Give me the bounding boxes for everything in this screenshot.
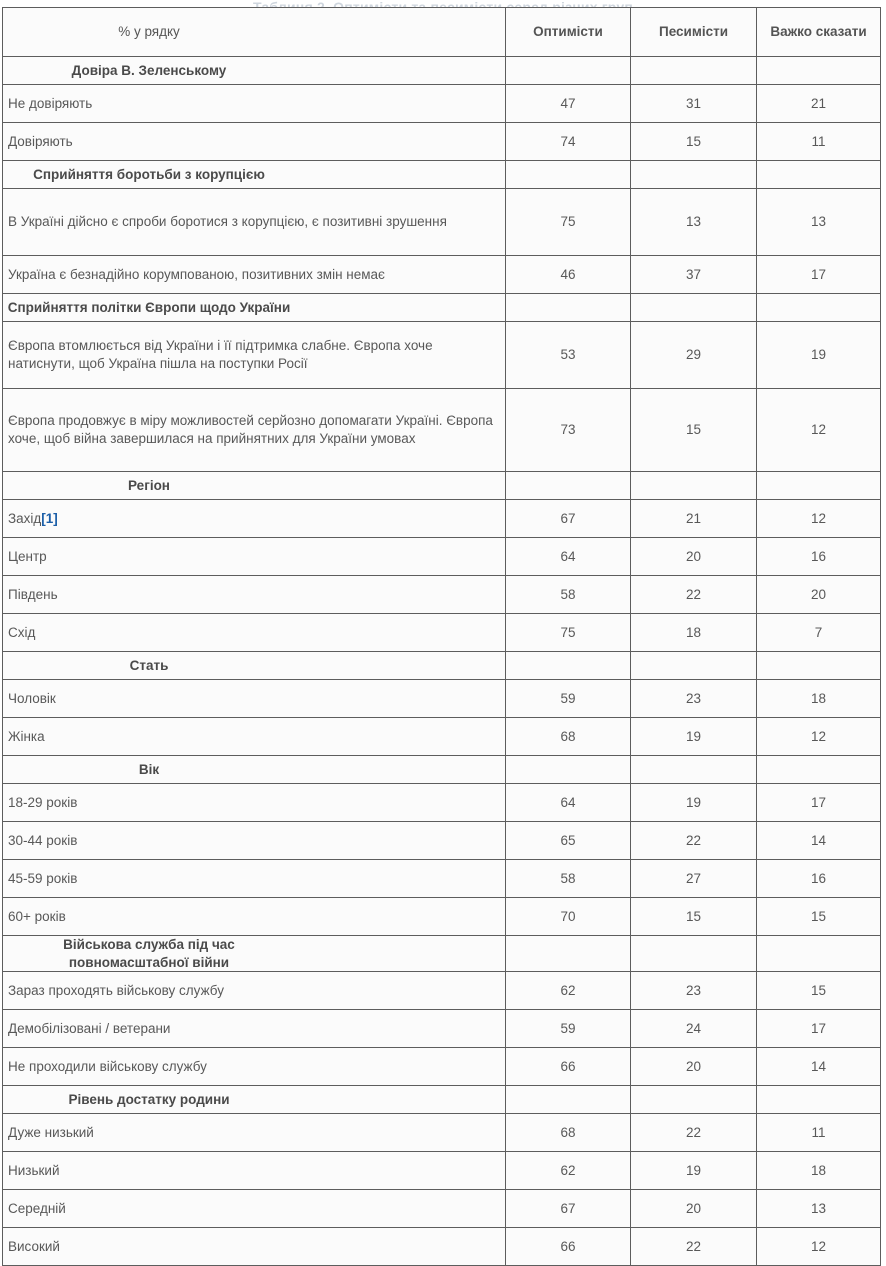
table-row <box>3 576 881 614</box>
row-label <box>3 1190 506 1228</box>
cell-hard-to-say: 19 <box>757 322 881 389</box>
row-label <box>3 322 506 389</box>
cell-hard-to-say: 12 <box>757 718 881 756</box>
table-row <box>3 898 881 936</box>
section-header-empty-cell-hard-to-say <box>757 57 881 85</box>
cell-optimists: 73 <box>506 389 631 472</box>
table-row <box>3 500 881 538</box>
cell-optimists: 64 <box>506 784 631 822</box>
cell-hard-to-say: 11 <box>757 1114 881 1152</box>
cell-hard-to-say: 13 <box>757 1190 881 1228</box>
row-label <box>3 85 506 123</box>
table-row <box>3 256 881 294</box>
table-row <box>3 1228 881 1266</box>
cell-optimists: 53 <box>506 322 631 389</box>
section-header-label: Довіра В. Зеленському <box>3 57 506 85</box>
footnote-link[interactable]: [1] <box>41 510 58 526</box>
row-label <box>3 389 506 472</box>
cell-optimists: 62 <box>506 972 631 1010</box>
cell-pessimists: 15 <box>631 389 757 472</box>
table-row <box>3 614 881 652</box>
row-label <box>3 680 506 718</box>
row-label-text: Демобілізовані / ветерани <box>8 1020 171 1036</box>
cell-hard-to-say: 15 <box>757 972 881 1010</box>
section-header-row <box>3 936 881 972</box>
cell-optimists: 74 <box>506 123 631 161</box>
section-header-label: Вік <box>3 756 506 784</box>
row-label-text: Захід <box>8 510 42 526</box>
row-label <box>3 538 506 576</box>
cell-pessimists: 23 <box>631 680 757 718</box>
row-label-text: Схід <box>8 624 36 640</box>
row-label-text: Не проходили військову службу <box>8 1058 207 1074</box>
table-body <box>3 57 881 1266</box>
table-row <box>3 822 881 860</box>
section-header-label: Регіон <box>3 472 506 500</box>
cell-hard-to-say: 20 <box>757 576 881 614</box>
table-row <box>3 860 881 898</box>
section-header-empty-cell-pessimists <box>631 472 757 500</box>
table-row <box>3 784 881 822</box>
cell-hard-to-say: 7 <box>757 614 881 652</box>
row-label-text: Чоловік <box>8 690 56 706</box>
row-label-text: Дуже низький <box>8 1124 94 1140</box>
row-label <box>3 500 506 538</box>
row-label-text: Європа продовжує в міру можливостей серйозно допомагати Україні. Європа хоче, щоб війна завершилася на прийнятних для України умовах <box>8 413 493 446</box>
cell-hard-to-say: 14 <box>757 1048 881 1086</box>
row-label <box>3 189 506 256</box>
section-header-label: Військова служба під час повномасштабної війни <box>3 936 506 972</box>
cell-hard-to-say: 17 <box>757 784 881 822</box>
cell-pessimists: 24 <box>631 1010 757 1048</box>
row-label <box>3 123 506 161</box>
row-label <box>3 1114 506 1152</box>
cell-optimists: 68 <box>506 1114 631 1152</box>
cell-hard-to-say: 12 <box>757 500 881 538</box>
cell-optimists: 47 <box>506 85 631 123</box>
table-row <box>3 972 881 1010</box>
row-label <box>3 1228 506 1266</box>
section-header-empty-cell-optimists <box>506 294 631 322</box>
table-row <box>3 1114 881 1152</box>
cell-optimists: 65 <box>506 822 631 860</box>
section-header-empty-cell-pessimists <box>631 652 757 680</box>
cell-pessimists: 22 <box>631 576 757 614</box>
clipped-caption-above-table <box>0 0 886 7</box>
cell-pessimists: 15 <box>631 898 757 936</box>
column-header-pessimists: Песимісти <box>631 8 757 57</box>
section-header-empty-cell-hard-to-say <box>757 756 881 784</box>
row-label <box>3 822 506 860</box>
cell-pessimists: 22 <box>631 1228 757 1266</box>
section-header-empty-cell-hard-to-say <box>757 936 881 972</box>
poll-results-table <box>2 7 881 1266</box>
cell-optimists: 59 <box>506 1010 631 1048</box>
table-row <box>3 189 881 256</box>
cell-hard-to-say: 21 <box>757 85 881 123</box>
table-row <box>3 1010 881 1048</box>
cell-hard-to-say: 11 <box>757 123 881 161</box>
cell-optimists: 75 <box>506 614 631 652</box>
row-label-text: 30-44 років <box>8 832 78 848</box>
table-row <box>3 718 881 756</box>
section-header-empty-cell-optimists <box>506 652 631 680</box>
cell-pessimists: 18 <box>631 614 757 652</box>
section-header-empty-cell-pessimists <box>631 161 757 189</box>
row-label-text: Не довіряють <box>8 95 93 111</box>
cell-pessimists: 19 <box>631 718 757 756</box>
table-row <box>3 85 881 123</box>
cell-hard-to-say: 15 <box>757 898 881 936</box>
cell-optimists: 67 <box>506 500 631 538</box>
section-header-empty-cell-optimists <box>506 756 631 784</box>
column-header-optimists: Оптимісти <box>506 8 631 57</box>
cell-hard-to-say: 14 <box>757 822 881 860</box>
row-label-text: Європа втомлюється від України і її підтримка слабне. Європа хоче натиснути, щоб Україна пішла на поступки Росії <box>8 338 433 371</box>
row-label <box>3 718 506 756</box>
cell-pessimists: 22 <box>631 1114 757 1152</box>
table-header <box>3 8 881 57</box>
cell-optimists: 68 <box>506 718 631 756</box>
table-row <box>3 1048 881 1086</box>
row-label <box>3 1152 506 1190</box>
section-header-empty-cell-optimists <box>506 472 631 500</box>
section-header-row <box>3 472 881 500</box>
row-label-text: Центр <box>8 548 47 564</box>
row-label-text: Довіряють <box>8 133 73 149</box>
section-header-empty-cell-hard-to-say <box>757 1086 881 1114</box>
cell-optimists: 66 <box>506 1228 631 1266</box>
header-row <box>3 8 881 57</box>
table-row <box>3 322 881 389</box>
section-header-row <box>3 652 881 680</box>
row-label-text: Зараз проходять військову службу <box>8 982 224 998</box>
row-label <box>3 1048 506 1086</box>
cell-optimists: 62 <box>506 1152 631 1190</box>
cell-pessimists: 13 <box>631 189 757 256</box>
cell-pessimists: 23 <box>631 972 757 1010</box>
section-header-label: Стать <box>3 652 506 680</box>
table-row <box>3 1152 881 1190</box>
section-header-empty-cell-hard-to-say <box>757 294 881 322</box>
cell-hard-to-say: 16 <box>757 860 881 898</box>
section-header-label: Сприйняття боротьби з корупцією <box>3 161 506 189</box>
cell-optimists: 66 <box>506 1048 631 1086</box>
poll-table-container <box>2 7 880 1266</box>
row-label-text: 60+ років <box>8 908 66 924</box>
cell-optimists: 58 <box>506 860 631 898</box>
cell-hard-to-say: 12 <box>757 1228 881 1266</box>
section-header-empty-cell-optimists <box>506 161 631 189</box>
cell-pessimists: 19 <box>631 1152 757 1190</box>
section-header-label: Рівень достатку родини <box>3 1086 506 1114</box>
section-header-label: Сприйняття політки Європи щодо України <box>3 294 506 322</box>
cell-pessimists: 31 <box>631 85 757 123</box>
cell-pessimists: 20 <box>631 538 757 576</box>
row-label-text: Середній <box>8 1200 66 1216</box>
section-header-row <box>3 756 881 784</box>
row-label <box>3 784 506 822</box>
section-header-empty-cell-optimists <box>506 1086 631 1114</box>
row-label <box>3 614 506 652</box>
column-header-percent-in-row: % у рядку <box>3 8 506 57</box>
section-header-row <box>3 1086 881 1114</box>
cell-hard-to-say: 18 <box>757 680 881 718</box>
row-label-text: 45-59 років <box>8 870 78 886</box>
row-label <box>3 860 506 898</box>
cell-pessimists: 19 <box>631 784 757 822</box>
row-label <box>3 576 506 614</box>
cell-pessimists: 21 <box>631 500 757 538</box>
row-label-text: Південь <box>8 586 58 602</box>
cell-optimists: 70 <box>506 898 631 936</box>
row-label <box>3 898 506 936</box>
column-header-hard-to-say: Важко сказати <box>757 8 881 57</box>
table-row <box>3 1190 881 1228</box>
cell-optimists: 64 <box>506 538 631 576</box>
cell-optimists: 59 <box>506 680 631 718</box>
cell-pessimists: 20 <box>631 1190 757 1228</box>
cell-optimists: 58 <box>506 576 631 614</box>
cell-pessimists: 27 <box>631 860 757 898</box>
section-header-empty-cell-optimists <box>506 57 631 85</box>
cell-hard-to-say: 16 <box>757 538 881 576</box>
row-label-text: Низький <box>8 1162 60 1178</box>
row-label <box>3 256 506 294</box>
row-label-text: 18-29 років <box>8 794 78 810</box>
cell-hard-to-say: 13 <box>757 189 881 256</box>
section-header-empty-cell-pessimists <box>631 756 757 784</box>
row-label <box>3 1010 506 1048</box>
cell-hard-to-say: 18 <box>757 1152 881 1190</box>
table-row <box>3 680 881 718</box>
cell-hard-to-say: 12 <box>757 389 881 472</box>
section-header-empty-cell-pessimists <box>631 57 757 85</box>
table-row <box>3 123 881 161</box>
section-header-row <box>3 57 881 85</box>
cell-optimists: 46 <box>506 256 631 294</box>
cell-hard-to-say: 17 <box>757 1010 881 1048</box>
table-row <box>3 538 881 576</box>
section-header-row <box>3 161 881 189</box>
row-label-text: В Україні дійсно є спроби боротися з корупцією, є позитивні зрушення <box>8 214 447 230</box>
cell-pessimists: 37 <box>631 256 757 294</box>
table-row <box>3 389 881 472</box>
cell-hard-to-say: 17 <box>757 256 881 294</box>
section-header-empty-cell-hard-to-say <box>757 652 881 680</box>
cell-pessimists: 22 <box>631 822 757 860</box>
section-header-empty-cell-pessimists <box>631 1086 757 1114</box>
row-label-text: Високий <box>8 1238 60 1254</box>
section-header-empty-cell-hard-to-say <box>757 472 881 500</box>
section-header-empty-cell-hard-to-say <box>757 161 881 189</box>
cell-pessimists: 29 <box>631 322 757 389</box>
row-label <box>3 972 506 1010</box>
section-header-empty-cell-pessimists <box>631 294 757 322</box>
cell-pessimists: 15 <box>631 123 757 161</box>
section-header-row <box>3 294 881 322</box>
section-header-empty-cell-optimists <box>506 936 631 972</box>
section-header-empty-cell-pessimists <box>631 936 757 972</box>
cell-optimists: 75 <box>506 189 631 256</box>
row-label-text: Жінка <box>8 728 45 744</box>
row-label-text: Україна є безнадійно корумпованою, позитивних змін немає <box>8 266 385 282</box>
cell-pessimists: 20 <box>631 1048 757 1086</box>
cell-optimists: 67 <box>506 1190 631 1228</box>
